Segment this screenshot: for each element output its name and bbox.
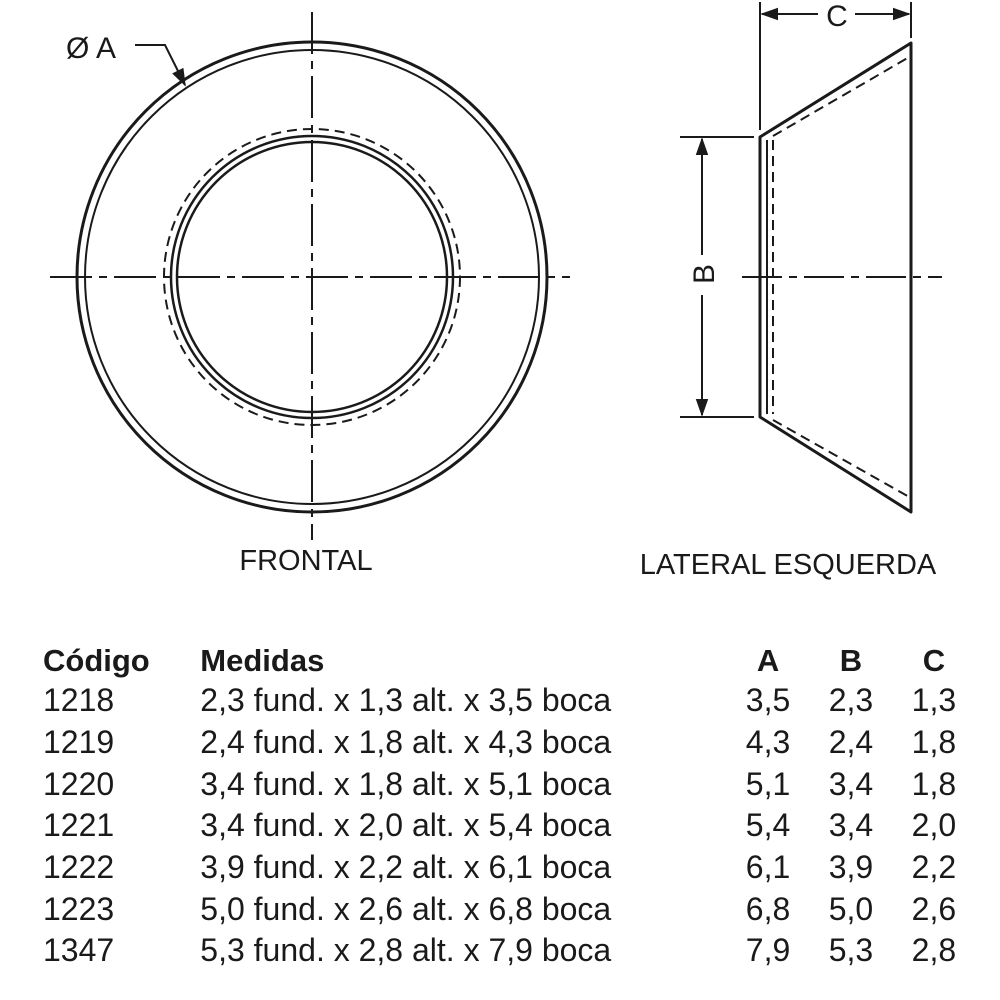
cell-b: 5,3 xyxy=(828,932,874,969)
cell-c: 2,0 xyxy=(911,807,957,844)
table-row xyxy=(43,763,973,805)
cell-a: 5,4 xyxy=(745,807,791,844)
cell-codigo: 1221 xyxy=(43,807,115,844)
lateral-view-label: LATERAL ESQUERDA xyxy=(639,549,937,581)
table-row xyxy=(43,805,973,847)
cell-c: 1,8 xyxy=(911,765,957,802)
diameter-a-label: Ø A xyxy=(66,32,117,65)
cell-medidas: 2,4 fund. x 1,8 alt. x 4,3 boca xyxy=(200,724,612,761)
cell-a: 4,3 xyxy=(745,724,791,761)
cell-c: 2,6 xyxy=(911,890,957,927)
header-c: C xyxy=(922,643,946,678)
cell-a: 6,1 xyxy=(745,849,791,886)
cell-b: 5,0 xyxy=(828,890,874,927)
cell-codigo: 1218 xyxy=(43,682,115,719)
diameter-a-leader xyxy=(66,32,185,85)
cell-a: 7,9 xyxy=(745,932,791,969)
header-a: A xyxy=(756,643,780,678)
cell-medidas: 2,3 fund. x 1,3 alt. x 3,5 boca xyxy=(200,682,612,719)
cell-c: 2,8 xyxy=(911,932,957,969)
header-medidas: Medidas xyxy=(200,643,325,678)
lateral-view xyxy=(640,0,942,581)
cell-medidas: 5,3 fund. x 2,8 alt. x 7,9 boca xyxy=(200,932,612,969)
cell-codigo: 1222 xyxy=(43,849,115,886)
cone-hidden-bottom xyxy=(773,420,911,498)
cell-codigo: 1220 xyxy=(43,765,115,802)
cell-c: 2,2 xyxy=(911,849,957,886)
cell-b: 3,9 xyxy=(828,849,874,886)
cell-codigo: 1223 xyxy=(43,890,115,927)
cell-a: 5,1 xyxy=(745,765,791,802)
dimension-c-label: C xyxy=(826,0,848,33)
frontal-centerlines xyxy=(50,12,570,540)
cell-medidas: 3,9 fund. x 2,2 alt. x 6,1 boca xyxy=(200,849,612,886)
cell-c: 1,3 xyxy=(911,682,957,719)
specifications-table xyxy=(43,642,973,972)
table-row xyxy=(43,888,973,930)
cell-b: 2,3 xyxy=(828,682,874,719)
cone-hidden-top xyxy=(773,56,911,136)
table-header-row xyxy=(43,642,973,680)
cell-medidas: 5,0 fund. x 2,6 alt. x 6,8 boca xyxy=(200,890,612,927)
cell-codigo: 1219 xyxy=(43,724,115,761)
header-codigo: Código xyxy=(43,643,150,678)
table-row xyxy=(43,930,973,972)
cell-b: 2,4 xyxy=(828,724,874,761)
cell-medidas: 3,4 fund. x 1,8 alt. x 5,1 boca xyxy=(200,765,612,802)
frontal-view-label: FRONTAL xyxy=(239,545,373,577)
cell-c: 1,8 xyxy=(911,724,957,761)
table-row xyxy=(43,722,973,764)
header-b: B xyxy=(839,643,863,678)
cell-b: 3,4 xyxy=(828,765,874,802)
cell-codigo: 1347 xyxy=(43,932,115,969)
cell-medidas: 3,4 fund. x 2,0 alt. x 5,4 boca xyxy=(200,807,612,844)
cell-b: 3,4 xyxy=(828,807,874,844)
cell-a: 3,5 xyxy=(745,682,791,719)
cell-a: 6,8 xyxy=(745,890,791,927)
frontal-view xyxy=(50,12,570,577)
dimension-b-label: B xyxy=(688,263,721,285)
table-row xyxy=(43,680,973,722)
table-row xyxy=(43,847,973,889)
